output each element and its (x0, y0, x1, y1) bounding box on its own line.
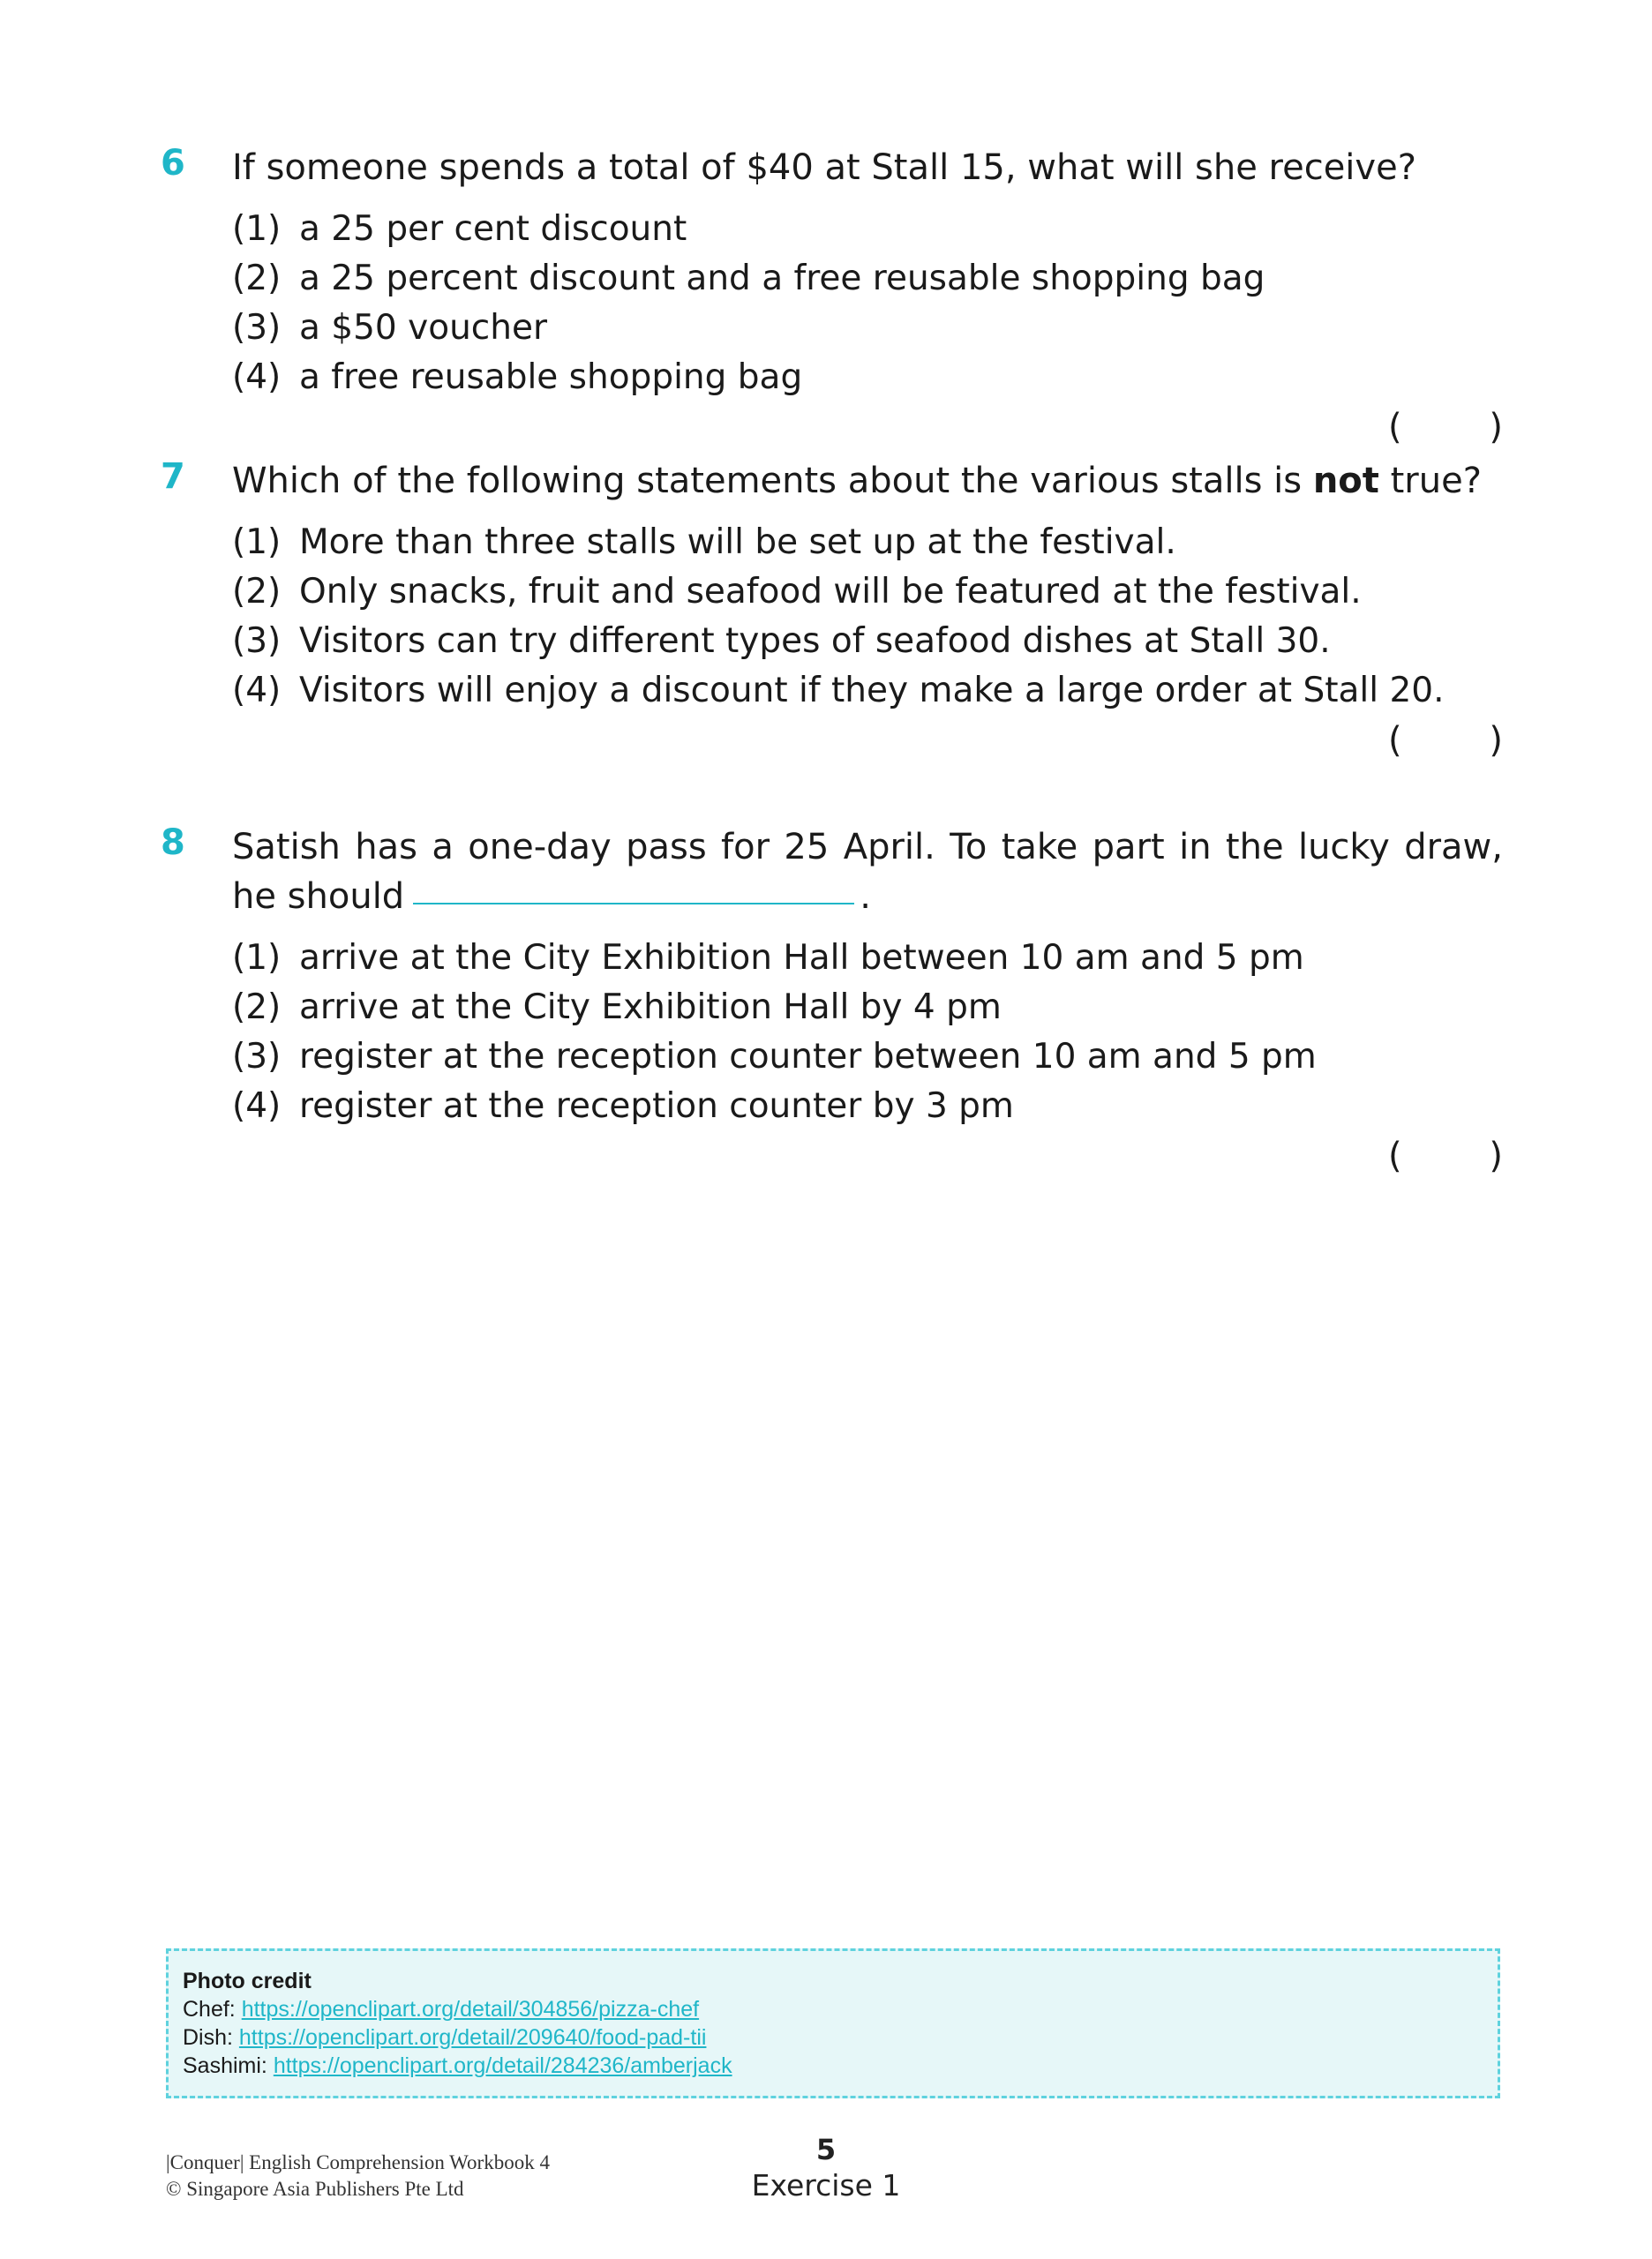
copyright: © Singapore Asia Publishers Pte Ltd (166, 2178, 464, 2200)
book-title: |Conquer| English Comprehension Workbook 4 (166, 2151, 550, 2173)
option-4[interactable] (232, 1082, 1503, 1176)
option-text: a free reusable shopping bag (299, 357, 803, 397)
answer-bracket[interactable] (1388, 716, 1503, 765)
option-3[interactable] (232, 617, 1503, 666)
option-2[interactable] (232, 983, 1503, 1032)
fill-in-blank[interactable] (413, 903, 854, 904)
option-text: register at the reception counter by 3 pm (299, 1086, 1014, 1126)
question-text (232, 456, 1503, 506)
credit-line (183, 1995, 1483, 2023)
bracket-open: ( (1388, 720, 1402, 761)
footer-publisher (166, 2150, 550, 2203)
answer-bracket[interactable] (1388, 1131, 1503, 1181)
options-list (232, 518, 1503, 765)
footer-page-info (738, 2132, 914, 2204)
answer-bracket[interactable] (1388, 402, 1503, 452)
bracket-open: ( (1388, 1136, 1402, 1176)
option-number: (4) (232, 1086, 282, 1126)
option-text: Visitors will enjoy a discount if they make a large order at Stall 20. (299, 671, 1445, 710)
options-list (232, 934, 1503, 1176)
option-text: a $50 voucher (299, 308, 547, 348)
option-text: Visitors can try different types of seafood dishes at Stall 30. (299, 621, 1331, 661)
question-number: 8 (161, 822, 185, 863)
answer-row (232, 716, 1503, 765)
option-1[interactable] (232, 205, 1503, 254)
question-text-part: If someone spends a total of $40 at Stall 15, what will she receive? (232, 147, 1416, 188)
option-text: Only snacks, fruit and seafood will be featured at the festival. (299, 572, 1362, 612)
credit-link[interactable]: https://openclipart.org/detail/209640/food-pad-tii (238, 2025, 707, 2050)
bracket-close: ) (1489, 1136, 1503, 1176)
option-text: register at the reception counter between 10 am and 5 pm (299, 1037, 1317, 1077)
question-text-emphasis: not (1312, 461, 1379, 501)
option-number: (1) (232, 209, 282, 249)
option-number: (2) (232, 572, 282, 612)
credit-label: Sashimi: (183, 2053, 274, 2078)
option-number: (3) (232, 308, 282, 348)
credit-link[interactable]: https://openclipart.org/detail/284236/amberjack (273, 2053, 732, 2078)
question-number: 6 (161, 143, 185, 184)
bracket-close: ) (1489, 407, 1503, 447)
question-text-part: true? (1378, 461, 1482, 501)
option-3[interactable] (232, 304, 1503, 353)
option-number: (4) (232, 357, 282, 397)
option-1[interactable] (232, 934, 1503, 983)
page-number: 5 (815, 2133, 837, 2166)
options-list (232, 205, 1503, 447)
option-number: (1) (232, 938, 282, 978)
option-number: (3) (232, 621, 282, 661)
option-1[interactable] (232, 518, 1503, 567)
question-text-part: . (860, 876, 871, 917)
question-text (232, 822, 1503, 921)
option-text: a 25 per cent discount (299, 209, 687, 249)
option-text: More than three stalls will be set up at the festival. (299, 522, 1176, 562)
question-text-part: Which of the following statements about the various stalls is (232, 461, 1313, 501)
credit-link[interactable]: https://openclipart.org/detail/304856/pizza-chef (241, 1997, 700, 2022)
exercise-label: Exercise 1 (751, 2168, 901, 2203)
credit-line (183, 2052, 1483, 2080)
photo-credit-title: Photo credit (183, 1969, 312, 1993)
question-text (232, 143, 1503, 192)
option-number: (2) (232, 259, 282, 298)
option-number: (1) (232, 522, 282, 562)
option-3[interactable] (232, 1032, 1503, 1082)
bracket-close: ) (1489, 720, 1503, 761)
credit-line (183, 2023, 1483, 2052)
option-number: (2) (232, 987, 282, 1027)
option-2[interactable] (232, 254, 1503, 304)
option-4[interactable] (232, 353, 1503, 447)
photo-credit-box (166, 1948, 1500, 2098)
option-text: arrive at the City Exhibition Hall between 10 am and 5 pm (299, 938, 1304, 978)
credit-label: Chef: (183, 1997, 242, 2022)
option-2[interactable] (232, 567, 1503, 617)
option-text: a 25 percent discount and a free reusable shopping bag (299, 259, 1265, 298)
credit-label: Dish: (183, 2025, 239, 2050)
question-number: 7 (161, 456, 185, 497)
option-number: (3) (232, 1037, 282, 1077)
option-text: arrive at the City Exhibition Hall by 4 pm (299, 987, 1002, 1027)
question-text-part: Satish has a one-day pass for 25 April. To take part in the lucky draw, he should (232, 827, 1503, 917)
option-4[interactable] (232, 666, 1503, 716)
option-number: (4) (232, 671, 282, 710)
bracket-open: ( (1388, 407, 1402, 447)
